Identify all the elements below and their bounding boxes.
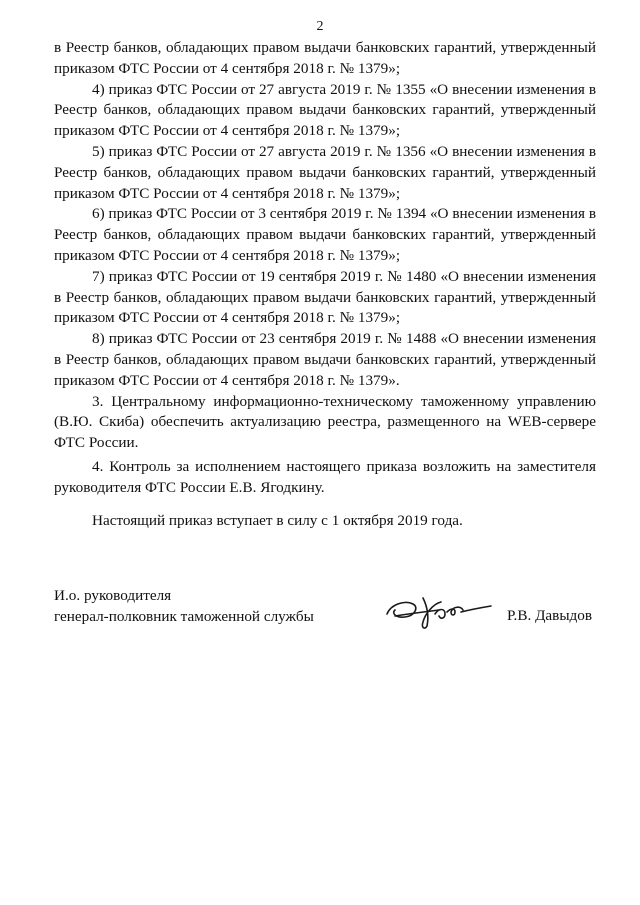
document-body [54,38,596,499]
paragraph-item-7: 7) приказ ФТС России от 19 сентября 2019 г. № 1480 «О внесении изменения в Реестр банков, обладающих правом выдачи банковских гарантий, утвержденный приказом ФТС России от 4 сентября 2018 г. № 1379»; [54,267,596,327]
signatory-name: Р.В. Давыдов [507,607,593,624]
paragraph-item-8: 8) приказ ФТС России от 23 сентября 2019 г. № 1488 «О внесении изменения в Реестр банков, обладающих правом выдачи банковских гарантий, утвержденный приказом ФТС России от 4 сентября 2018 г. № 1379». [54,330,596,389]
signatory-rank: генерал-полковник таможенной службы [54,607,314,625]
handwritten-signature [383,590,495,632]
paragraph-item-6: 6) приказ ФТС России от 3 сентября 2019 г. № 1394 «О внесении изменения в Реестр банков, обладающих правом выдачи банковских гарантий, утвержденный приказом ФТС России от 4 сентября 2018 г. № 1379»; [54,205,596,264]
paragraph-point-4: 4. Контроль за исполнением настоящего приказа возложить на заместителя руководителя ФТС России Е.В. Ягодкину. [54,457,596,496]
page-number: 2 [316,19,324,34]
effective-date-statement: Настоящий приказ вступает в силу с 1 октября 2019 года. [92,512,463,529]
signatory-title-block [54,586,314,627]
paragraph-continuation: в Реестр банков, обладающих правом выдачи банковских гарантий, утвержденный приказом ФТС России от 4 сентября 2018 г. № 1379»; [54,39,596,77]
signatory-position: И.о. руководителя [54,587,172,604]
paragraph-item-5: 5) приказ ФТС России от 27 августа 2019 г. № 1356 «О внесении изменения в Реестр банков, обладающих правом выдачи банковских гарантий, утвержденный приказом ФТС России от 4 сентября 2018 г. № 1379»; [54,142,596,202]
paragraph-item-4: 4) приказ ФТС России от 27 августа 2019 г. № 1355 «О внесении изменения в Реестр банков, обладающих правом выдачи банковских гарантий, утвержденный приказом ФТС России от 4 сентября 2018 г. № 1379»; [54,80,596,140]
paragraph-point-3: 3. Центральному информационно-техническому таможенному управлению (В.Ю. Скиба) обеспечить актуализацию реестра, размещенного на WEB-сервере ФТС России. [54,392,596,452]
